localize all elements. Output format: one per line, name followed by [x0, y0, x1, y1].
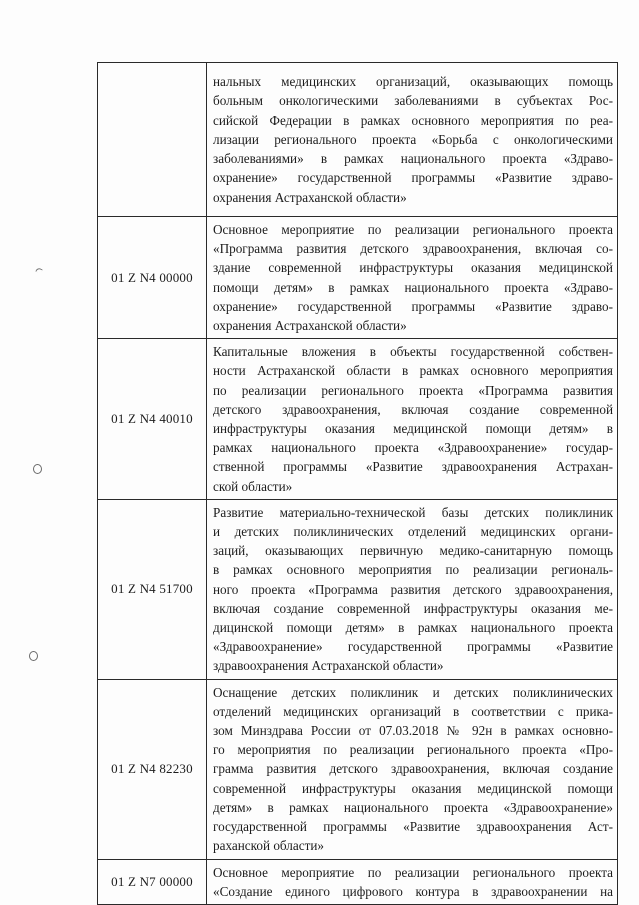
description-line: зом Минздрава России от 07.03.2018 № 92н в рамках основно- — [213, 723, 613, 739]
punch-mark — [35, 267, 43, 274]
row-code-cell: 01 Z N4 40010 — [98, 339, 207, 500]
row-description-cell — [207, 339, 618, 500]
binder-hole — [29, 651, 38, 661]
description-line: государственной программы «Развитие здравоохранения Аст- — [213, 819, 613, 835]
table-row — [98, 63, 618, 217]
row-code-cell: 01 Z N4 82230 — [98, 679, 207, 859]
row-code-cell: 01 Z N7 00000 — [98, 859, 207, 904]
description-line: лизации регионального проекта «Борьба с онкологическими — [213, 131, 613, 147]
description-line: «Программа развития детского здравоохранения, включая со- — [213, 241, 613, 257]
table-row — [98, 339, 618, 500]
row-description-cell — [207, 217, 618, 339]
description-line: грамма развития детского здравоохранения, включая создание — [213, 761, 613, 777]
row-description-cell — [207, 859, 618, 904]
description-line: раханской области» — [213, 838, 324, 854]
description-line: Оснащение детских поликлиник и детских поликлинических — [213, 684, 613, 700]
description-line: дицинской помощи детям» в рамках национального проекта — [213, 620, 613, 636]
table-row — [98, 859, 618, 904]
description-line: по реализации регионального проекта «Программа развития — [213, 382, 613, 398]
description-line: Основное мероприятие по реализации регионального проекта — [213, 864, 613, 880]
description-line: охранения Астраханской области» — [213, 318, 407, 334]
binder-hole — [33, 464, 42, 474]
description-line: охранение» государственной программы «Развитие здраво- — [213, 298, 613, 314]
row-code-cell — [98, 63, 207, 217]
description-line: Основное мероприятие по реализации регионального проекта — [213, 222, 613, 237]
row-description-cell — [207, 679, 618, 859]
description-line: сийской Федерации в рамках основного мероприятия по реа- — [213, 112, 613, 128]
description-line: детского здравоохранения, включая создание современной — [213, 401, 613, 417]
table-body — [98, 63, 618, 905]
row-description-cell — [207, 63, 618, 217]
description-line: здравоохранения Астраханской области» — [213, 658, 444, 674]
description-line: ственной программы «Развитие здравоохранения Астрахан- — [213, 459, 613, 475]
description-line: инфраструктуры оказания медицинской помощи детям» в — [213, 421, 613, 437]
description-line: «Создание единого цифрового контура в здравоохранении на — [213, 883, 613, 899]
budget-classification-table — [97, 62, 618, 905]
description-line: больным онкологическими заболеваниями в субъектах Рос- — [213, 93, 613, 109]
description-line: Развитие материально-технической базы детских поликлиник — [213, 504, 613, 520]
description-line: охранения Астраханской области» — [213, 189, 407, 205]
description-line: включая создание современной инфраструктуры оказания ме- — [213, 600, 613, 616]
description-line: го мероприятия по реализации регионального проекта «Про- — [213, 742, 613, 758]
description-line: помощи детям» в рамках национального проекта «Здраво- — [213, 279, 613, 295]
description-line: заболеваниями» в рамках национального проекта «Здраво- — [213, 151, 613, 167]
description-line: отделений медицинских организаций в соответствии с прика- — [213, 703, 613, 719]
description-line: ности Астраханской области в рамках основного мероприятия — [213, 363, 613, 379]
description-line: здание современной инфраструктуры оказания медицинской — [213, 260, 613, 276]
row-code-cell: 01 Z N4 00000 — [98, 217, 207, 339]
description-line: «Здравоохранение» государственной программы «Развитие — [213, 639, 613, 655]
row-code-cell: 01 Z N4 51700 — [98, 499, 207, 679]
description-line: и детских поликлинических отделений медицинских органи- — [213, 524, 613, 540]
table-row — [98, 499, 618, 679]
description-line: охранение» государственной программы «Развитие здраво- — [213, 170, 613, 186]
description-line: детям» в рамках национального проекта «Здравоохранение» — [213, 799, 613, 815]
table-row — [98, 679, 618, 859]
row-description-cell — [207, 499, 618, 679]
description-line: современной инфраструктуры оказания медицинской помощи — [213, 780, 613, 796]
description-line: заций, оказывающих первичную медико-санитарную помощь — [213, 543, 613, 559]
description-line: ного проекта «Программа развития детского здравоохранения, — [213, 581, 613, 597]
description-line: нальных медицинских организаций, оказывающих помощь — [213, 74, 613, 90]
description-line: в рамках основного мероприятия по реализации региональ- — [213, 562, 613, 578]
description-line: ской области» — [213, 478, 293, 494]
description-line: Капитальные вложения в объекты государственной собствен- — [213, 344, 613, 360]
table-row — [98, 217, 618, 339]
description-line: рамках национального проекта «Здравоохранение» государ- — [213, 440, 613, 456]
